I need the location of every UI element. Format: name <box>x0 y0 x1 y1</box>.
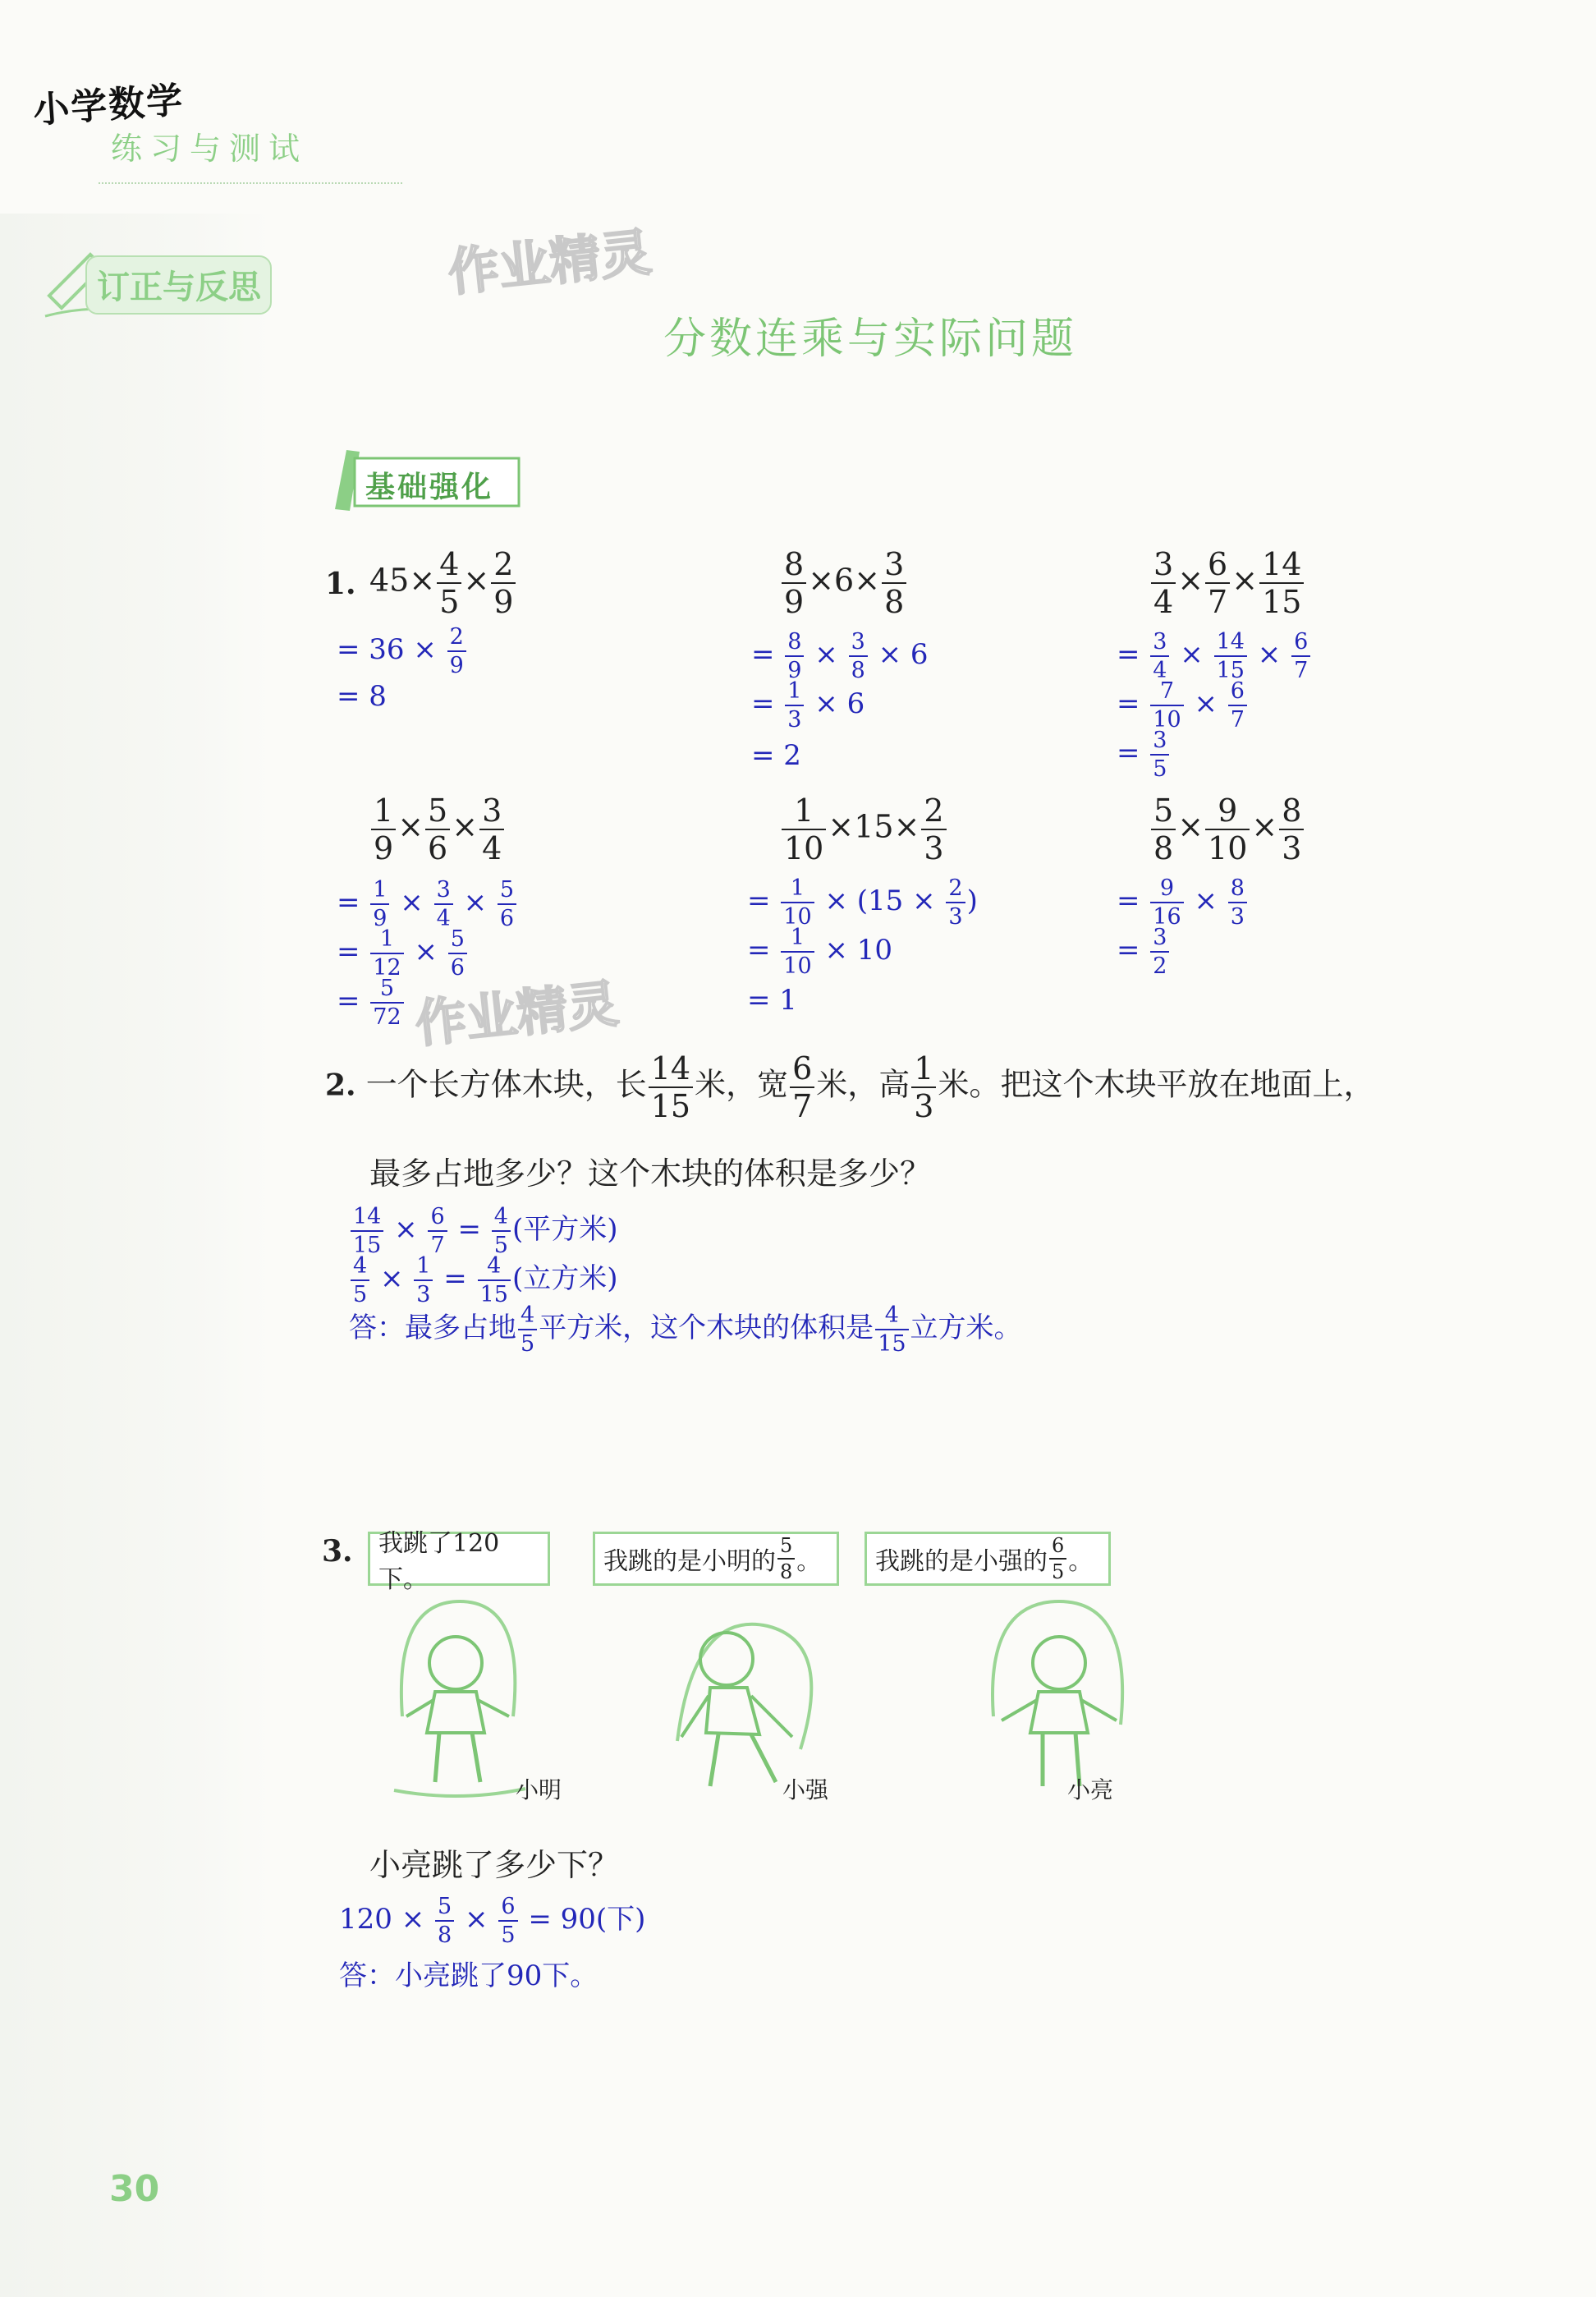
problem-6: $\frac{5}{8}$ × $\frac{9}{10}$ × $\frac{8}{3}$ <box>1149 795 1305 864</box>
watermark: 作业精灵 <box>445 222 654 303</box>
problem-1: 45× $\frac{4}{5}$ × $\frac{2}{9}$ <box>369 549 517 618</box>
correction-label: 订正与反思 <box>97 269 261 306</box>
question-2-line2: 最多占地多少？这个木块的体积是多少？ <box>369 1155 932 1192</box>
problem-2: $\frac{8}{9}$ ×6× $\frac{3}{8}$ <box>780 549 908 618</box>
answer-sentence: 答：小亮跳了90下。 <box>339 1959 598 1992</box>
answer-step: = $\frac{3}{4}$ × $\frac{14}{15}$ × $\frac{6}{7}$ <box>1117 631 1312 682</box>
speech-bubble-xiaoqiang: 我跳的是小明的 5 8 。 <box>593 1532 839 1586</box>
answer-step: = 1 <box>747 984 797 1017</box>
kid-name-xiaoliang: 小亮 <box>1067 1776 1114 1803</box>
answer-step: = $\frac{1}{10}$ × 10 <box>747 925 893 979</box>
question-3-text: 小亮跳了多少下？ <box>369 1847 620 1883</box>
question-number: 3. <box>322 1534 353 1569</box>
answer-step: = $\frac{1}{9}$ × $\frac{3}{4}$ × $\frac{5}{6}$ <box>337 879 518 930</box>
section-label: 基础强化 <box>365 471 494 504</box>
answer-step: = $\frac{1}{10}$ × (15 × $\frac{2}{3}$ ) <box>747 875 978 930</box>
speech-bubble-xiaoliang: 我跳的是小强的 6 5 。 <box>864 1532 1111 1586</box>
question-2-line1: 2. 一个长方体木块，长 $\frac{14}{15}$ 米，宽 $\frac{6}{7}$ 米，高 $\frac{1}{3}$ 米。把这个木块平放在地面上， <box>325 1050 1375 1124</box>
problem-3: $\frac{3}{4}$ × $\frac{6}{7}$ × $\frac{14}{15}$ <box>1149 549 1305 618</box>
answer-step: = $\frac{9}{16}$ × $\frac{8}{3}$ <box>1117 877 1249 928</box>
answer-step: = $\frac{7}{10}$ × $\frac{6}{7}$ <box>1117 680 1249 731</box>
kid-jumping-rope-icon <box>969 1593 1158 1807</box>
problem-4: $\frac{1}{9}$ × $\frac{5}{6}$ × $\frac{3}{4}$ <box>369 795 506 864</box>
watermark: 作业精灵 <box>412 973 621 1054</box>
answer-step: 120 × $\frac{5}{8}$ × $\frac{6}{5}$ = 90(下) <box>339 1894 646 1948</box>
answer-sentence: 答：最多占地 $\frac{4}{5}$ 平方米，这个木块的体积是 $\frac{4}{15}$ 立方米。 <box>349 1302 1022 1357</box>
speech-bubble-xiaoming: 我跳了120下。 <box>368 1532 550 1586</box>
kid-name-xiaoqiang: 小强 <box>782 1776 829 1803</box>
question-number: 1. <box>325 567 356 601</box>
correction-sidebar <box>0 214 271 2297</box>
answer-step: = $\frac{3}{2}$ <box>1117 926 1171 977</box>
answer-step: = $\frac{8}{9}$ × $\frac{3}{8}$ × 6 <box>751 629 929 683</box>
answer-step: $\frac{4}{5}$ × $\frac{1}{3}$ = $\frac{4}{15}$ (立方米) <box>349 1255 617 1306</box>
section-badge <box>328 443 525 517</box>
lesson-title: 分数连乘与实际问题 <box>663 315 1078 364</box>
subtitle-underline <box>99 182 402 184</box>
answer-step: $\frac{14}{15}$ × $\frac{6}{7}$ = $\frac{4}{5}$ (平方米) <box>349 1206 617 1256</box>
answer-step: = 2 <box>751 739 801 772</box>
answer-step: = $\frac{1}{12}$ × $\frac{5}{6}$ <box>337 928 469 979</box>
correction-badge <box>41 246 279 324</box>
answer-step: = 36 × $\frac{2}{9}$ <box>337 626 468 677</box>
problem-5: $\frac{1}{10}$ ×15× $\frac{2}{3}$ <box>780 795 948 864</box>
book-title: 小学数学 <box>31 79 186 132</box>
question-number: 2. <box>325 1068 356 1103</box>
page-number: 30 <box>109 2168 160 2210</box>
answer-step: = $\frac{3}{5}$ <box>1117 729 1171 780</box>
answer-step: = 8 <box>337 680 387 713</box>
answer-step: = $\frac{5}{72}$ <box>337 977 406 1028</box>
book-subtitle: 练习与测试 <box>111 131 309 167</box>
kid-name-xiaoming: 小明 <box>516 1776 562 1803</box>
answer-step: = $\frac{1}{3}$ × 6 <box>751 678 865 733</box>
